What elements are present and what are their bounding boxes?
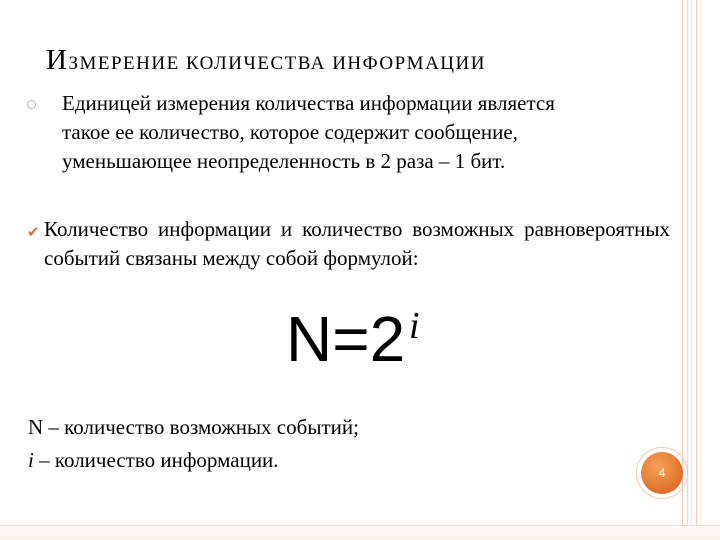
formula-base: N=2 bbox=[286, 303, 406, 375]
frame-line bbox=[700, 0, 701, 540]
slide-title bbox=[46, 44, 666, 77]
checkmark-bullet-icon: ✔ bbox=[27, 223, 40, 241]
definition-i-variable: i bbox=[28, 448, 34, 472]
paragraph-line: уменьшающее неопределенность в 2 раза – 1 бит. bbox=[62, 149, 506, 173]
paragraph-line: Единицей измерения количества информации является bbox=[62, 91, 555, 115]
title-rest: ЗМЕРЕНИЕ КОЛИЧЕСТВА ИНФОРМАЦИИ bbox=[68, 53, 486, 74]
definition-i-text: – количество информации. bbox=[33, 448, 279, 472]
frame-line bbox=[691, 0, 692, 540]
title-initial: И bbox=[46, 44, 69, 76]
paragraph-definition bbox=[62, 89, 672, 176]
frame-line bbox=[696, 0, 697, 540]
paragraph-line: такое ее количество, которое содержит сообщение, bbox=[62, 120, 518, 144]
paragraph-formula-intro: Количество информации и количество возможных равновероятных событий связаны между собой формулой: bbox=[44, 217, 670, 270]
definition-i bbox=[28, 446, 279, 474]
page-number-badge: 4 bbox=[641, 452, 683, 494]
definition-n: N – количество возможных событий; bbox=[28, 415, 359, 439]
frame-line bbox=[687, 0, 688, 540]
circle-bullet-icon bbox=[27, 100, 36, 109]
formula bbox=[286, 303, 420, 375]
frame-bottom bbox=[0, 525, 720, 540]
formula-exponent: i bbox=[409, 305, 420, 347]
